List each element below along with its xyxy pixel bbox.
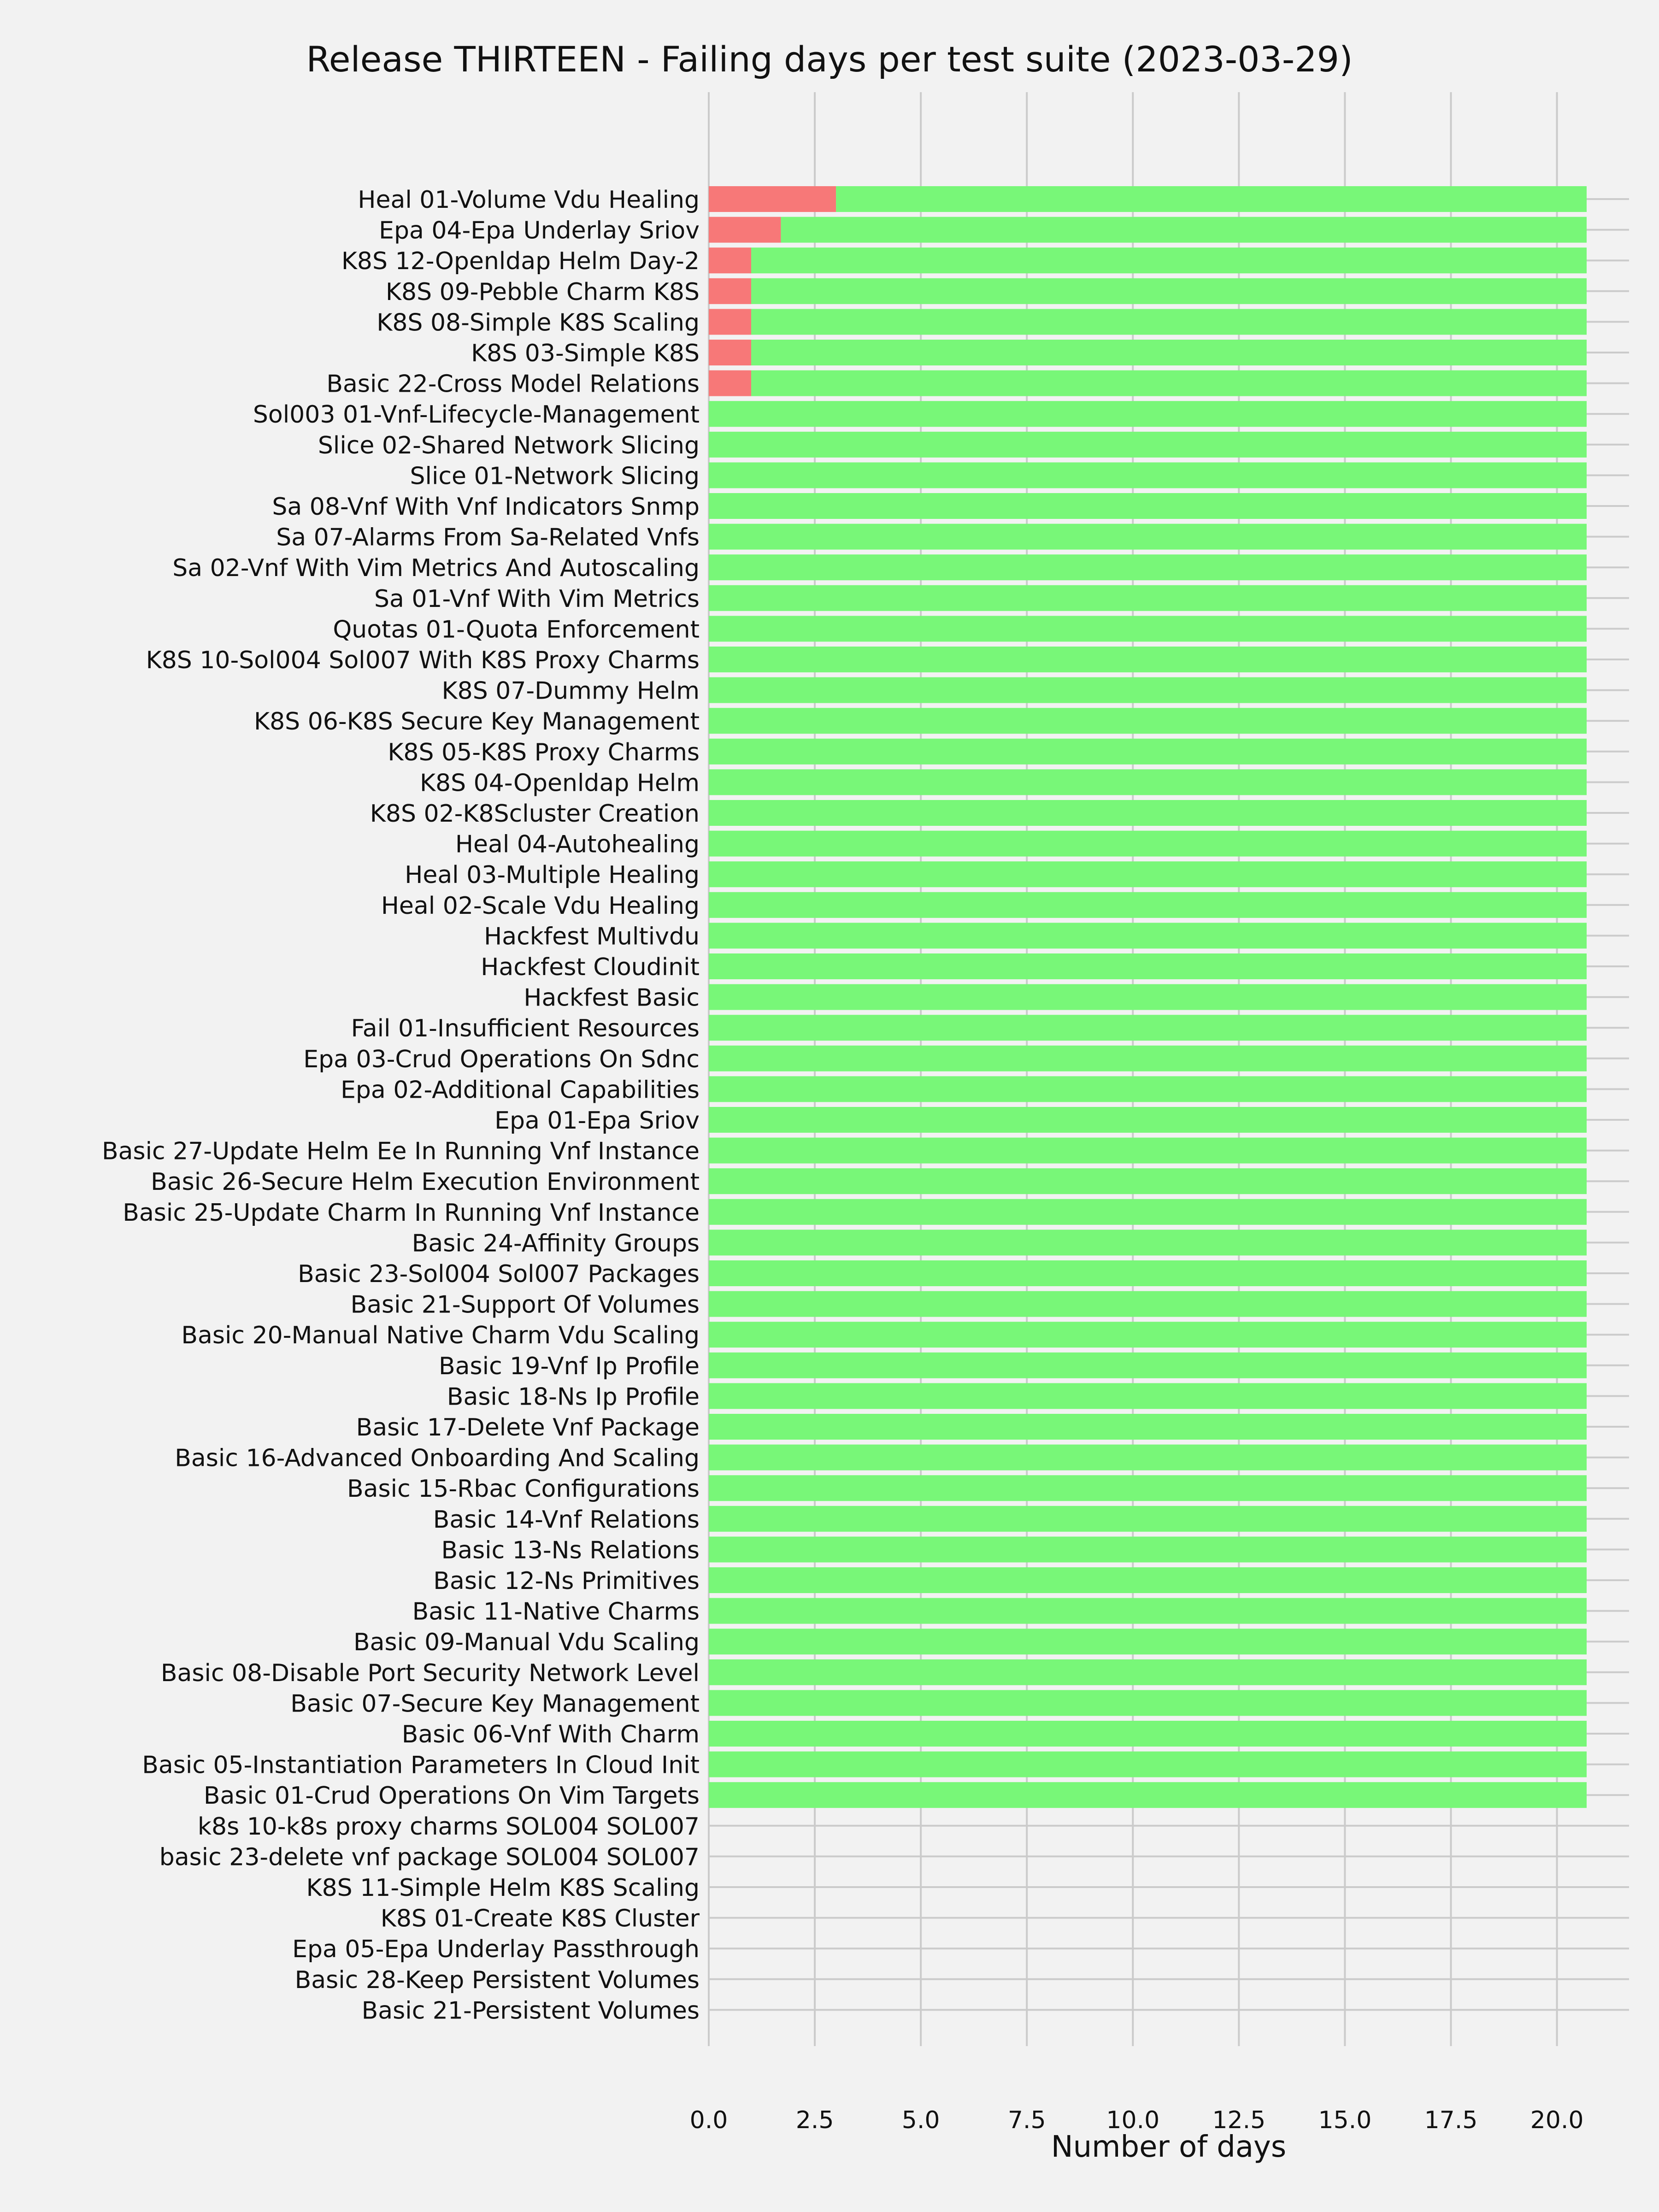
y-tick-label: Basic 25-Update Charm In Running Vnf Instance xyxy=(123,1199,700,1227)
y-tick-label: Heal 04-Autohealing xyxy=(455,830,700,859)
bar-passing-days xyxy=(836,186,1587,212)
bar-failing-days xyxy=(709,340,751,365)
bar-passing-days xyxy=(709,1230,1587,1255)
y-tick-label: K8S 10-Sol004 Sol007 With K8S Proxy Charms xyxy=(146,647,700,674)
bar-passing-days xyxy=(781,217,1587,243)
y-tick-label: Sa 07-Alarms From Sa-Related Vnfs xyxy=(276,524,700,552)
bar-passing-days xyxy=(709,953,1587,979)
y-tick-label: Slice 02-Shared Network Slicing xyxy=(318,431,700,459)
x-tick-label: 0.0 xyxy=(689,2106,728,2134)
y-tick-label: K8S 08-Simple K8S Scaling xyxy=(377,309,700,337)
bar-passing-days xyxy=(709,1076,1587,1102)
y-tick-label: K8S 07-Dummy Helm xyxy=(441,677,700,705)
y-tick-label: Basic 23-Sol004 Sol007 Packages xyxy=(298,1260,700,1288)
y-tick-label: Heal 01-Volume Vdu Healing xyxy=(358,186,700,214)
y-tick-label: K8S 04-Openldap Helm xyxy=(419,769,700,797)
y-tick-label: Heal 02-Scale Vdu Healing xyxy=(381,892,700,920)
bar-passing-days xyxy=(709,923,1587,948)
x-axis-label: Number of days xyxy=(1051,2130,1287,2164)
bar-passing-days xyxy=(709,861,1587,887)
bar-passing-days xyxy=(709,892,1587,918)
y-tick-label: Epa 02-Additional Capabilities xyxy=(341,1076,700,1104)
bar-passing-days xyxy=(709,739,1587,765)
bar-failing-days xyxy=(709,371,751,396)
bar-passing-days xyxy=(709,708,1587,734)
bar-passing-days xyxy=(709,616,1587,641)
y-tick-label: K8S 01-Create K8S Cluster xyxy=(380,1905,700,1933)
y-tick-label: Basic 17-Delete Vnf Package xyxy=(356,1414,700,1441)
y-tick-label: Slice 01-Network Slicing xyxy=(410,462,700,490)
y-tick-label: Basic 11-Native Charms xyxy=(412,1598,700,1626)
x-tick-label: 20.0 xyxy=(1530,2106,1584,2134)
bar-passing-days xyxy=(709,1107,1587,1133)
bar-passing-days xyxy=(709,585,1587,611)
x-tick-label: 12.5 xyxy=(1212,2106,1266,2134)
x-tick-label: 15.0 xyxy=(1318,2106,1372,2134)
bar-failing-days xyxy=(709,278,751,304)
bar-failing-days xyxy=(709,217,781,243)
y-tick-label: K8S 11-Simple Helm K8S Scaling xyxy=(306,1874,700,1902)
bar-passing-days xyxy=(709,1629,1587,1654)
bar-passing-days xyxy=(751,309,1587,335)
bar-passing-days xyxy=(709,1506,1587,1532)
bar-passing-days xyxy=(709,831,1587,857)
bar-passing-days xyxy=(709,1782,1587,1808)
bar-passing-days xyxy=(751,340,1587,365)
bar-passing-days xyxy=(709,647,1587,672)
bar-passing-days xyxy=(709,800,1587,826)
bar-passing-days xyxy=(751,278,1587,304)
y-tick-label: K8S 02-K8Scluster Creation xyxy=(370,800,700,828)
bar-passing-days xyxy=(709,1291,1587,1317)
bar-passing-days xyxy=(751,247,1587,273)
bar-passing-days xyxy=(709,1046,1587,1071)
x-tick-label: 7.5 xyxy=(1007,2106,1046,2134)
bar-passing-days xyxy=(709,1168,1587,1194)
bar-passing-days xyxy=(709,1445,1587,1471)
y-tick-label: Hackfest Basic xyxy=(524,984,700,1012)
bar-passing-days xyxy=(709,493,1587,519)
x-tick-label: 5.0 xyxy=(901,2106,940,2134)
y-tick-label: Basic 22-Cross Model Relations xyxy=(326,370,700,398)
x-tick-label: 10.0 xyxy=(1106,2106,1160,2134)
y-tick-label: Basic 19-Vnf Ip Profile xyxy=(438,1352,700,1380)
y-tick-label: Quotas 01-Quota Enforcement xyxy=(333,616,700,644)
bar-passing-days xyxy=(709,1015,1587,1041)
bar-passing-days xyxy=(709,1721,1587,1747)
bar-passing-days xyxy=(709,524,1587,550)
y-tick-label: Epa 05-Epa Underlay Passthrough xyxy=(292,1936,700,1964)
y-tick-label: Sa 01-Vnf With Vim Metrics xyxy=(374,585,700,613)
bar-failing-days xyxy=(709,186,836,212)
chart-title: Release THIRTEEN - Failing days per test suite (2023-03-29) xyxy=(306,39,1353,80)
bar-passing-days xyxy=(709,1598,1587,1624)
y-tick-label: basic 23-delete vnf package SOL004 SOL007 xyxy=(159,1843,700,1871)
y-tick-label: Basic 15-Rbac Configurations xyxy=(347,1475,700,1503)
y-tick-label: Hackfest Cloudinit xyxy=(481,953,700,981)
y-tick-label: Epa 04-Epa Underlay Sriov xyxy=(379,217,700,245)
y-tick-label: Fail 01-Insufficient Resources xyxy=(351,1015,700,1043)
bar-passing-days xyxy=(709,1752,1587,1777)
y-tick-label: Heal 03-Multiple Healing xyxy=(405,861,700,889)
y-tick-label: K8S 03-Simple K8S xyxy=(471,340,700,367)
bar-passing-days xyxy=(709,432,1587,458)
y-tick-label: Basic 28-Keep Persistent Volumes xyxy=(294,1966,700,1994)
bar-passing-days xyxy=(709,1536,1587,1562)
bar-passing-days xyxy=(709,1322,1587,1347)
bar-passing-days xyxy=(709,1138,1587,1164)
bar-passing-days xyxy=(709,1199,1587,1225)
y-tick-label: Hackfest Multivdu xyxy=(484,923,700,951)
bar-passing-days xyxy=(709,401,1587,427)
y-tick-label: Basic 06-Vnf With Charm xyxy=(401,1721,700,1748)
y-tick-label: Basic 13-Ns Relations xyxy=(441,1536,700,1565)
bar-passing-days xyxy=(751,371,1587,396)
y-tick-label: Sa 02-Vnf With Vim Metrics And Autoscaling xyxy=(172,554,700,582)
y-tick-label: Basic 09-Manual Vdu Scaling xyxy=(353,1629,700,1657)
bar-passing-days xyxy=(709,554,1587,580)
y-tick-label: Basic 01-Crud Operations On Vim Targets xyxy=(203,1782,700,1810)
y-tick-label: Basic 16-Advanced Onboarding And Scaling xyxy=(175,1444,700,1472)
y-tick-label: Sol003 01-Vnf-Lifecycle-Management xyxy=(253,401,700,429)
bar-passing-days xyxy=(709,1659,1587,1685)
bar-passing-days xyxy=(709,462,1587,488)
y-tick-label: k8s 10-k8s proxy charms SOL004 SOL007 xyxy=(197,1812,700,1841)
y-tick-label: Basic 21-Persistent Volumes xyxy=(361,1997,700,2025)
y-tick-label: Basic 21-Support Of Volumes xyxy=(350,1291,700,1319)
bar-failing-days xyxy=(709,247,751,273)
bar-passing-days xyxy=(709,677,1587,703)
x-tick-label: 2.5 xyxy=(795,2106,834,2134)
bar-failing-days xyxy=(709,309,751,335)
y-tick-label: Basic 20-Manual Native Charm Vdu Scaling xyxy=(181,1322,700,1350)
bar-passing-days xyxy=(709,1567,1587,1593)
y-tick-label: Epa 01-Epa Sriov xyxy=(494,1107,700,1135)
y-tick-label: Basic 12-Ns Primitives xyxy=(433,1567,700,1595)
y-tick-label: Basic 14-Vnf Relations xyxy=(433,1506,700,1534)
bar-passing-days xyxy=(709,1353,1587,1378)
y-tick-label: Basic 05-Instantiation Parameters In Cloud Init xyxy=(142,1751,700,1779)
y-tick-label: Basic 27-Update Helm Ee In Running Vnf Instance xyxy=(101,1137,700,1165)
bar-passing-days xyxy=(709,1475,1587,1501)
bars-layer xyxy=(709,186,1587,1808)
y-tick-label: Basic 08-Disable Port Security Network Level xyxy=(160,1659,700,1687)
y-tick-label: Sa 08-Vnf With Vnf Indicators Snmp xyxy=(272,493,700,521)
y-tick-label: Basic 26-Secure Helm Execution Environment xyxy=(151,1168,700,1196)
bar-passing-days xyxy=(709,769,1587,795)
bar-passing-days xyxy=(709,1690,1587,1716)
x-tick-label: 17.5 xyxy=(1424,2106,1478,2134)
bar-passing-days xyxy=(709,1260,1587,1286)
y-tick-label: Epa 03-Crud Operations On Sdnc xyxy=(303,1045,700,1073)
y-tick-label: Basic 07-Secure Key Management xyxy=(290,1690,700,1718)
bar-passing-days xyxy=(709,1414,1587,1440)
y-tick-labels xyxy=(102,186,700,2024)
y-tick-label: K8S 06-K8S Secure Key Management xyxy=(253,708,700,736)
y-tick-label: Basic 18-Ns Ip Profile xyxy=(447,1383,700,1411)
bar-passing-days xyxy=(709,1383,1587,1409)
bar-passing-days xyxy=(709,984,1587,1010)
y-tick-label: K8S 12-Openldap Helm Day-2 xyxy=(341,247,700,276)
y-tick-label: Basic 24-Affinity Groups xyxy=(412,1230,700,1258)
y-tick-label: K8S 05-K8S Proxy Charms xyxy=(388,738,700,766)
y-tick-label: K8S 09-Pebble Charm K8S xyxy=(385,278,700,306)
